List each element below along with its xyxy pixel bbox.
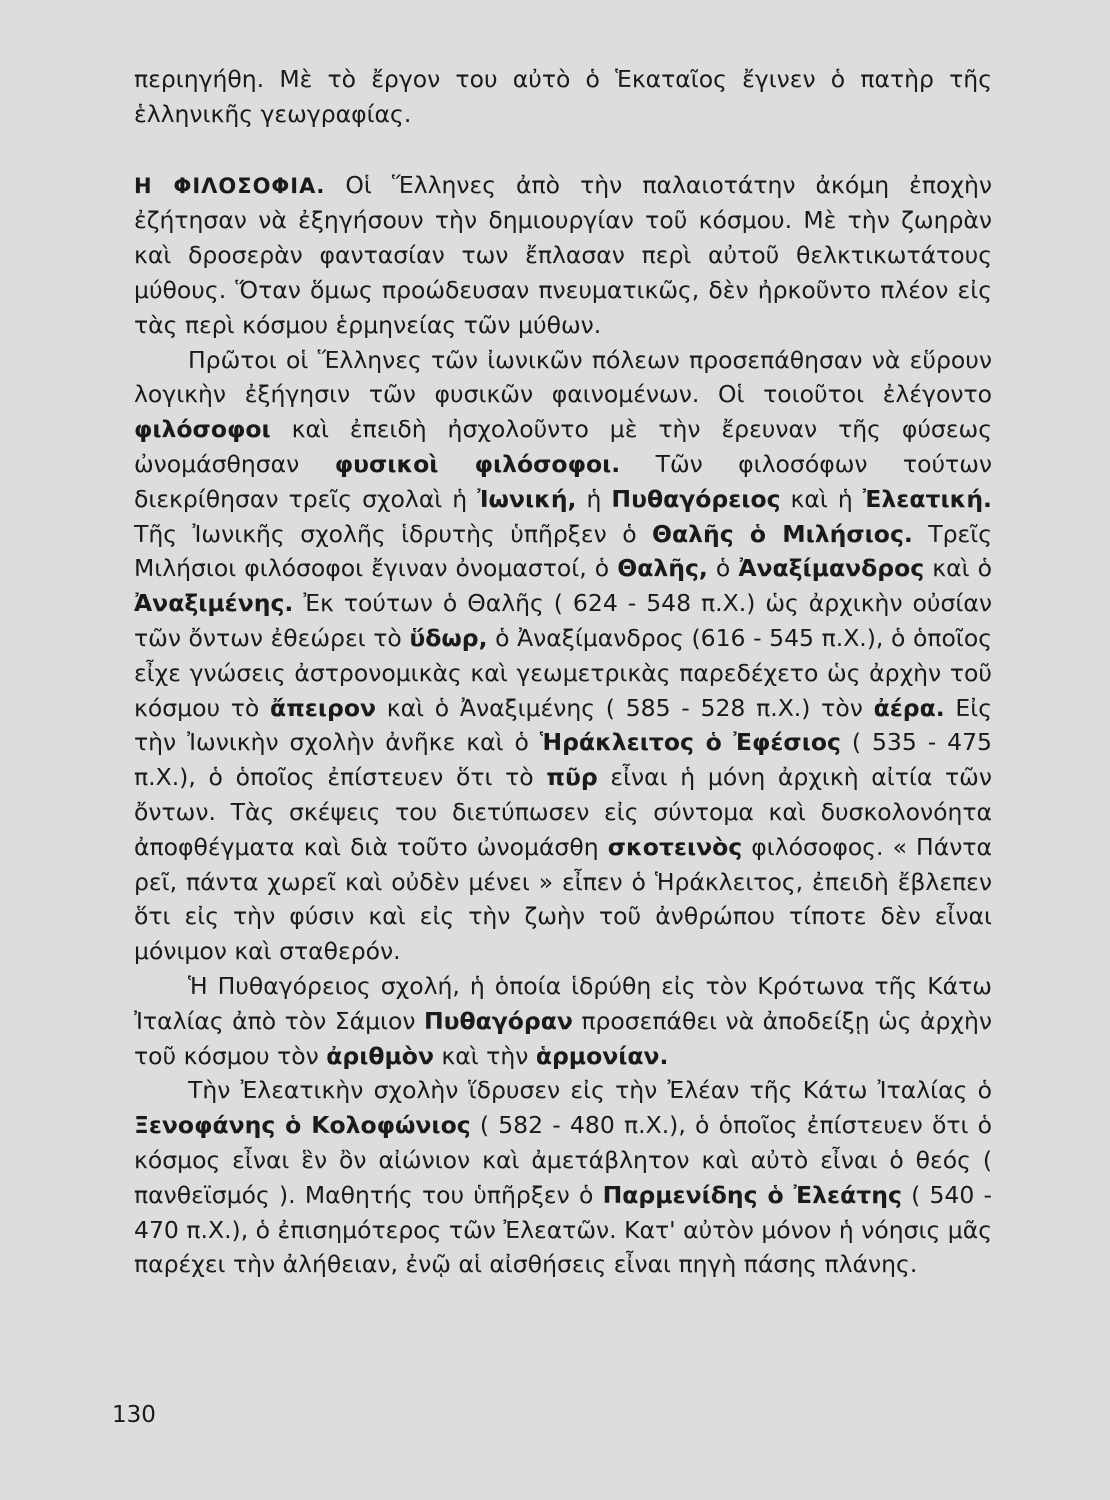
- bold-term: φιλόσοφοι: [134, 415, 271, 444]
- philosophy-paragraph-1: Η ΦΙΛΟΣΟΦΙΑ. Οἱ Ἕλληνες ἀπὸ τὴν παλαιοτάτην ἀκόμη ἐποχὴν ἐζήτησαν νὰ ἐξηγήσουν τὴν δημιουργίαν τοῦ κόσμου. Μὲ τὴν ζωηρὰν καὶ δροσερὰν φαντασίαν των ἔπλασαν περὶ αὐτοῦ θελκτικωτάτους μύθους. Ὅταν ὅμως προώδευσαν πνευματικῶς, δὲν ἠρκοῦντο πλέον εἰς τὰς περὶ κόσμου ἑρμηνείας τῶν μύθων.: [134, 170, 992, 339]
- philosophy-paragraph-2: Πρῶτοι οἱ Ἕλληνες τῶν ἰωνικῶν πόλεων προσεπάθησαν νὰ εὕρουν λογικὴν ἐξήγησιν τῶν φυσικῶν φαινομένων. Οἱ τοιοῦτοι ἐλέγοντο φιλόσοφοι καὶ ἐπειδὴ ἠσχολοῦντο μὲ τὴν ἔρευναν τῆς φύσεως ὠνομάσθησαν φυσικοὶ φιλόσοφοι. Τῶν φιλοσόφων τούτων διεκρίθησαν τρεῖς σχολαὶ ἡ Ἰωνική, ἡ Πυθαγόρειος καὶ ἡ Ἐλεατική. Τῆς Ἰωνικῆς σχολῆς ἱδρυτὴς ὑπῆρξεν ὁ Θαλῆς ὁ Μιλήσιος. Τρεῖς Μιλήσιοι φιλόσοφοι ἔγιναν ὀνομαστοί, ὁ Θαλῆς, ὁ Ἀναξίμανδρος καὶ ὁ Ἀναξιμένης. Ἐκ τούτων ὁ Θαλῆς ( 624 - 548 π.Χ.) ὡς ἀρχικὴν οὐσίαν τῶν ὄντων ἐθεώρει τὸ ὕδωρ, ὁ Ἀναξίμανδρος (616 - 545 π.Χ.), ὁ ὁποῖος εἶχε γνώσεις ἀστρονομικὰς καὶ γεωμετρικὰς παρεδέχετο ὡς ἀρχὴν τοῦ κόσμου τὸ ἄπειρον καὶ ὁ Ἀναξιμένης ( 585 - 528 π.Χ.) τὸν ἀέρα. Εἰς τὴν Ἰωνικὴν σχολὴν ἀνῆκε καὶ ὁ Ἡράκλειτος ὁ Ἐφέσιος ( 535 - 475 π.Χ.), ὁ ὁποῖος ἐπίστευεν ὅτι τὸ πῦρ εἶναι ἡ μόνη ἀρχικὴ αἰτία τῶν ὄντων. Τὰς σκέψεις του διετύπωσεν εἰς σύντομα καὶ δυσκολονόητα ἀποφθέγματα καὶ διὰ τοῦτο ὠνομάσθη σκοτεινὸς φιλόσοφος. « Πάντα ρεῖ, πάντα χωρεῖ καὶ οὐδὲν μένει » εἶπεν ὁ Ἡράκλειτος, ἐπειδὴ ἔβλεπεν ὅτι εἰς τὴν φύσιν καὶ εἰς τὴν ζωὴν τοῦ ἀνθρώπου τίποτε δὲν εἶναι μόνιμον καὶ σταθερόν.: [134, 345, 993, 966]
- bold-term: φυσικοὶ φιλόσοφοι.: [334, 449, 621, 478]
- section-heading: Η ΦΙΛΟΣΟΦΙΑ.: [134, 173, 326, 198]
- section-spacer: [134, 132, 992, 168]
- bold-term: Ἀναξιμένης.: [134, 589, 294, 618]
- intro-paragraph: περιηγήθη. Μὲ τὸ ἔργον του αὐτὸ ὁ Ἑκαταῖος ἔγινεν ὁ πατὴρ τῆς ἑλληνικῆς γεωγραφίας.: [134, 65, 992, 128]
- philosophy-paragraph-3: Ἡ Πυθαγόρειος σχολή, ἡ ὁποία ἱδρύθη εἰς τὸν Κρότωνα τῆς Κάτω Ἰταλίας ἀπὸ τὸν Σάμιον Πυθαγόραν προσεπάθει νὰ ἀποδείξῃ ὡς ἀρχὴν τοῦ κόσμου τὸν ἀριθμὸν καὶ τὴν ἁρμονίαν.: [134, 971, 992, 1070]
- bold-term: Θαλῆς,: [617, 554, 708, 583]
- bold-term: Ἐλεατική.: [862, 484, 992, 513]
- bold-term: Πυθαγόρειος: [611, 484, 781, 513]
- bold-term: ἄπειρον: [270, 693, 376, 722]
- bold-term: Ξενοφάνης ὁ Κολοφώνιος: [134, 1111, 471, 1140]
- bold-term: σκοτεινὸς: [607, 832, 743, 861]
- bold-term: Πυθαγόραν: [423, 1006, 573, 1035]
- bold-term: Παρμενίδης ὁ Ἐλεάτης: [602, 1180, 902, 1209]
- bold-term: ἀέρα.: [873, 693, 945, 722]
- bold-term: Ἀναξίμανδρος: [738, 554, 925, 583]
- bold-term: πῦρ: [546, 763, 598, 792]
- bold-term: Ἰωνική,: [477, 484, 577, 513]
- bold-term: ἀριθμὸν: [326, 1041, 434, 1070]
- philosophy-paragraph-4: Τὴν Ἐλεατικὴν σχολὴν ἵδρυσεν εἰς τὴν Ἐλέαν τῆς Κάτω Ἰταλίας ὁ Ξενοφάνης ὁ Κολοφώνιος ( 582 - 480 π.Χ.), ὁ ὁποῖος ἐπίστευεν ὅτι ὁ κόσμος εἶναι ἓν ὂν αἰώνιον καὶ ἀμετάβλητον καὶ αὐτὸ εἶναι ὁ θεός ( πανθεϊσμός ). Μαθητής του ὑπῆρξεν ὁ Παρμενίδης ὁ Ἐλεάτης ( 540 - 470 π.Χ.), ὁ ἐπισημότερος τῶν Ἐλεατῶν. Κατ' αὐτὸν μόνον ἡ νόησις μᾶς παρέχει τὴν ἀλήθειαν, ἐνῷ αἱ αἰσθήσεις εἶναι πηγὴ πάσης πλάνης.: [134, 1076, 992, 1279]
- bold-term: ἁρμονίαν.: [535, 1041, 669, 1070]
- page-number: 130: [112, 1402, 156, 1428]
- bold-term: Θαλῆς ὁ Μιλήσιος.: [652, 519, 913, 548]
- bold-term: ὕδωρ,: [409, 623, 488, 652]
- bold-term: Ἡράκλειτος ὁ Ἐφέσιος: [539, 728, 841, 757]
- main-text: [134, 62, 992, 1282]
